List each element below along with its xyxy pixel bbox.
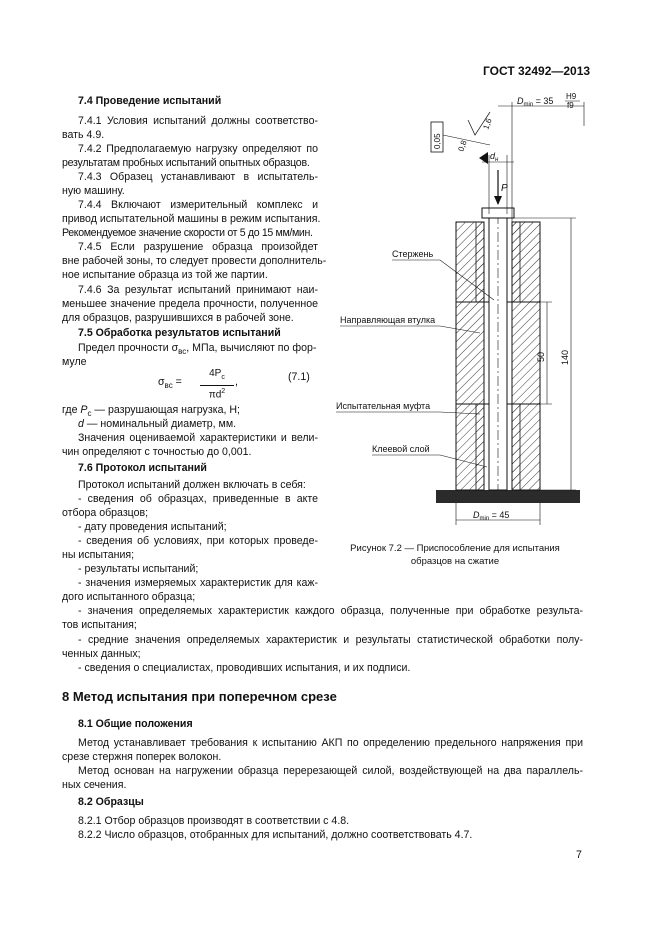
section-8-1-title: 8.1 Общие положения — [78, 718, 193, 730]
section-8-title: 8 Метод испытания при поперечном срезе — [62, 689, 337, 704]
svg-text:f9: f9 — [567, 101, 574, 110]
section-7-5-title: 7.5 Обработка результатов испытаний — [78, 327, 281, 339]
protocol-intro: Протокол испытаний должен включать в себя: — [78, 479, 306, 491]
svg-text:0,05: 0,05 — [433, 133, 442, 149]
load-p-label: P — [501, 183, 508, 194]
label-glue: Клеевой слой — [372, 444, 430, 454]
protocol-item: - дату проведения испытаний; — [78, 521, 227, 533]
dim-dmin-top: $D_{min} = 35$ — [517, 96, 554, 108]
where-item-pc: где $P_c$ — разрушающая нагрузка, Н; — [62, 404, 240, 419]
label-rod: Стержень — [392, 249, 434, 259]
section-7-4-title: 7.4 Проведение испытаний — [78, 95, 222, 107]
section-8-2-title: 8.2 Образцы — [78, 796, 144, 808]
para-8-2-2: 8.2.2 Число образцов, отобранных для испытаний, должно соответствовать 4.7. — [78, 829, 473, 841]
formula-number: (7.1) — [288, 371, 310, 383]
label-sleeve: Направляющая втулка — [340, 315, 436, 325]
svg-text:0,8: 0,8 — [456, 139, 469, 153]
protocol-item: - результаты испытаний; — [78, 563, 199, 575]
base-plate — [436, 490, 580, 503]
dim-50: 50 — [536, 351, 546, 362]
label-coupling: Испытательная муфта — [336, 401, 431, 411]
document-id: ГОСТ 32492—2013 — [483, 64, 591, 78]
section-7-6-title: 7.6 Протокол испытаний — [78, 462, 207, 474]
svg-text:1,6: 1,6 — [481, 117, 494, 131]
dim-d-label: $d_н$ — [490, 151, 499, 163]
svg-text:H9: H9 — [566, 92, 577, 101]
protocol-item: - сведения о специалистах, проводивших испытания, и их подписи. — [78, 662, 411, 674]
load-cap — [482, 208, 514, 218]
dim-dmin-bottom: $D_{min} = 45$ — [473, 510, 510, 522]
figure-caption: Рисунок 7.2 — Приспособление для испытания образцов на сжатие — [350, 543, 560, 567]
page-number: 7 — [576, 849, 582, 861]
para-8-2-1: 8.2.1 Отбор образцов производят в соответствии с 4.8. — [78, 815, 350, 827]
dim-140: 140 — [560, 349, 570, 365]
where-item-d: d — номинальный диаметр, мм. — [78, 418, 237, 430]
